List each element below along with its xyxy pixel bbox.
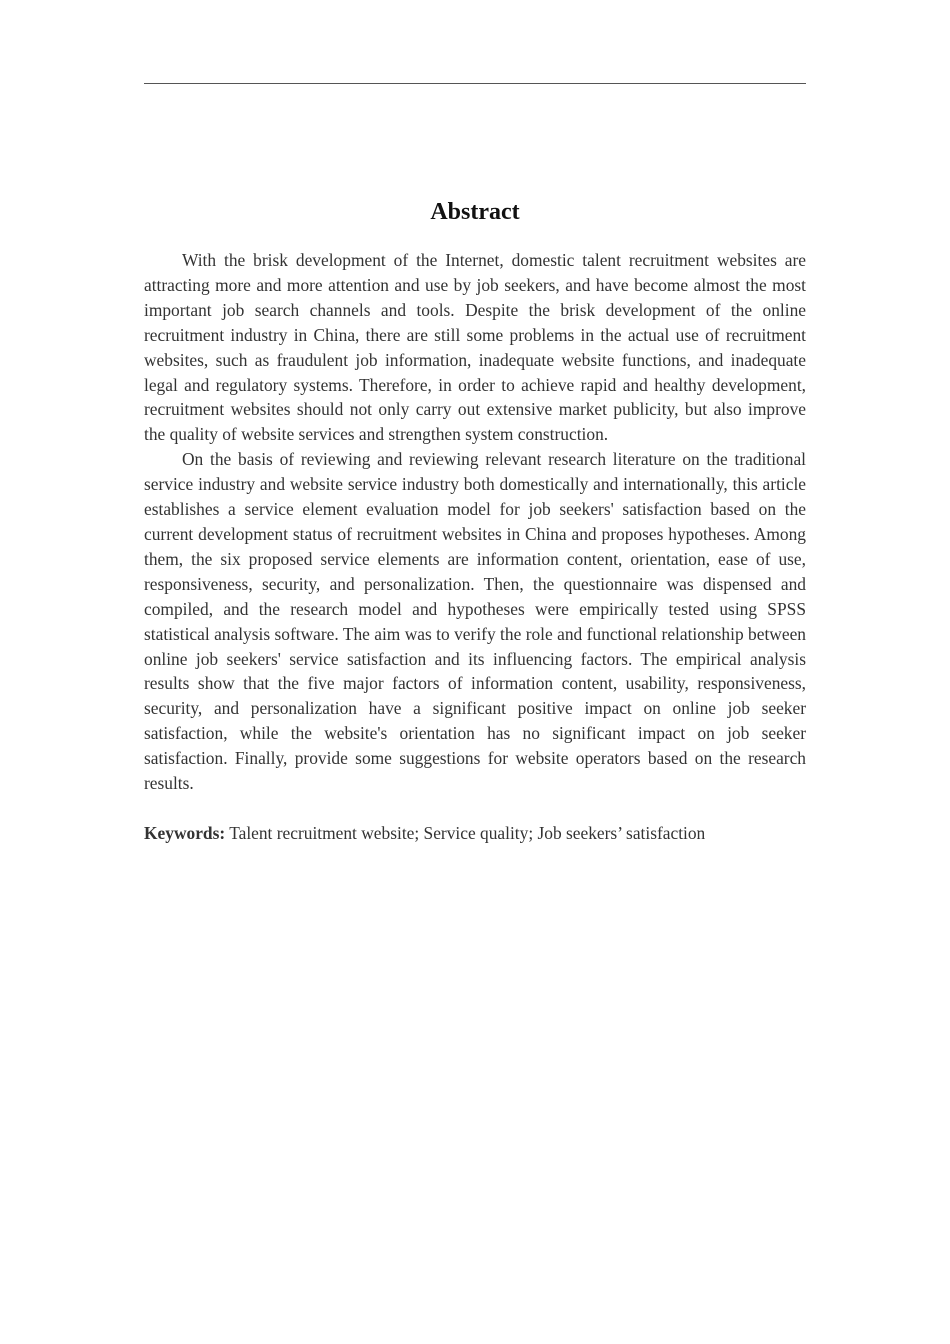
abstract-paragraph-2: On the basis of reviewing and reviewing relevant research literature on the traditional service industry and website service industry both domestically and internationally, this article establishes a service element evaluation model for job seekers' satisfaction based on the current development status of recruitment websites in China and proposes hypotheses. Among them, the six proposed service elements are information content, orientation, ease of use, responsiveness, security, and personalization. Then, the questionnaire was dispensed and compiled, and the research model and hypotheses were empirically tested using SPSS statistical analysis software. The aim was to verify the role and functional relationship between online job seekers' service satisfaction and its influencing factors. The empirical analysis results show that the five major factors of information content, usability, responsiveness, security, and personalization have a significant positive impact on online job seeker satisfaction, while the website's orientation has no significant impact on job seeker satisfaction. Finally, provide some suggestions for website operators based on the research results.: [144, 449, 806, 794]
keywords-text: Talent recruitment website; Service quality; Job seekers’ satisfaction: [225, 822, 706, 843]
header-rule: [144, 83, 806, 84]
abstract-body: [144, 248, 806, 796]
abstract-section: [144, 196, 806, 846]
abstract-title: Abstract: [430, 199, 520, 225]
keywords-line: [144, 821, 806, 846]
abstract-paragraph-1: With the brisk development of the Internet, domestic talent recruitment websites are attracting more and more attention and use by job seekers, and have become almost the most important job search channels and tools. Despite the brisk development of the online recruitment industry in China, there are still some problems in the actual use of recruitment websites, such as fraudulent job information, inadequate website functions, and inadequate legal and regulatory systems. Therefore, in order to achieve rapid and healthy development, recruitment websites should not only carry out extensive market publicity, but also improve the quality of website services and strengthen system construction.: [144, 250, 806, 445]
keywords-label: Keywords:: [144, 822, 226, 843]
